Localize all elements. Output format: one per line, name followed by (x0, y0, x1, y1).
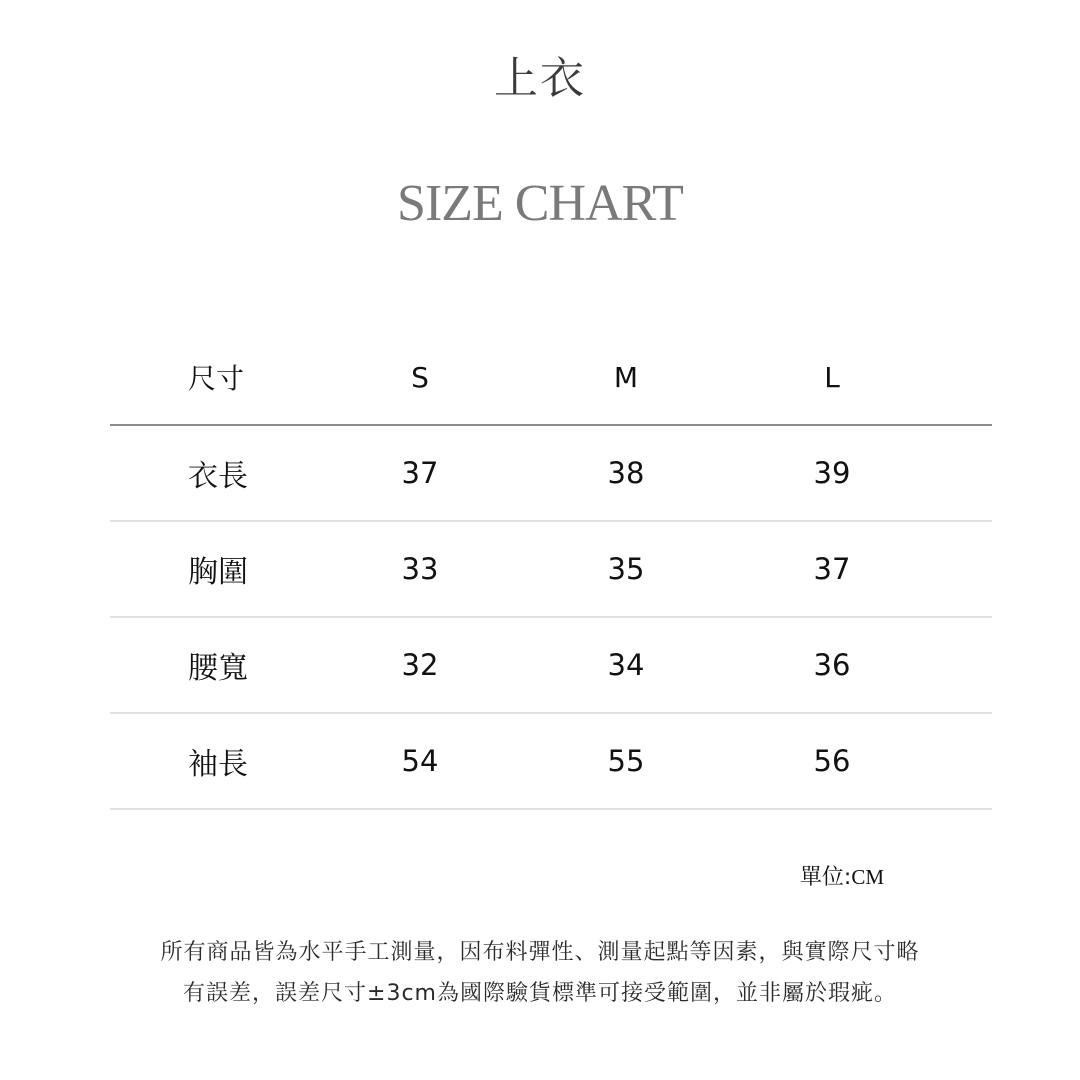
size-table (110, 330, 992, 810)
row-label: 衣長 (188, 459, 248, 494)
header-size-label: 尺寸 (188, 362, 245, 395)
row-label: 胸圍 (188, 555, 248, 590)
cell-l: 37 (813, 552, 851, 586)
table-row (110, 426, 992, 522)
unit-separator: : (843, 865, 852, 890)
measurement-disclaimer: 所有商品皆為水平手工測量，因布料彈性、測量起點等因素，與實際尺寸略有誤差，誤差尺寸±3cm為國際驗貨標準可接受範圍，並非屬於瑕疵。 (160, 940, 920, 1006)
cell-m: 35 (607, 552, 645, 586)
cell-l: 56 (813, 744, 851, 778)
size-chart-heading: SIZE CHART (397, 175, 683, 232)
cell-m: 55 (607, 744, 645, 778)
cell-l: 36 (813, 648, 851, 682)
row-label: 腰寬 (188, 651, 248, 686)
table-row (110, 618, 992, 714)
table-row (110, 522, 992, 618)
cell-s: 54 (401, 744, 439, 778)
header-size-m: M (613, 360, 639, 394)
unit-label (800, 860, 884, 891)
page-title: 上衣 (494, 53, 586, 104)
cell-m: 38 (607, 456, 645, 490)
cell-l: 39 (813, 456, 851, 490)
cell-s: 37 (401, 456, 439, 490)
row-label: 袖長 (188, 747, 248, 782)
header-size-s: S (411, 360, 429, 394)
table-row (110, 714, 992, 810)
table-header-row (110, 330, 992, 426)
cell-s: 33 (401, 552, 439, 586)
cell-s: 32 (401, 648, 439, 682)
unit-label-text: 單位 (799, 865, 844, 890)
cell-m: 34 (607, 648, 645, 682)
unit-value: CM (851, 865, 884, 889)
header-size-l: L (824, 360, 840, 394)
